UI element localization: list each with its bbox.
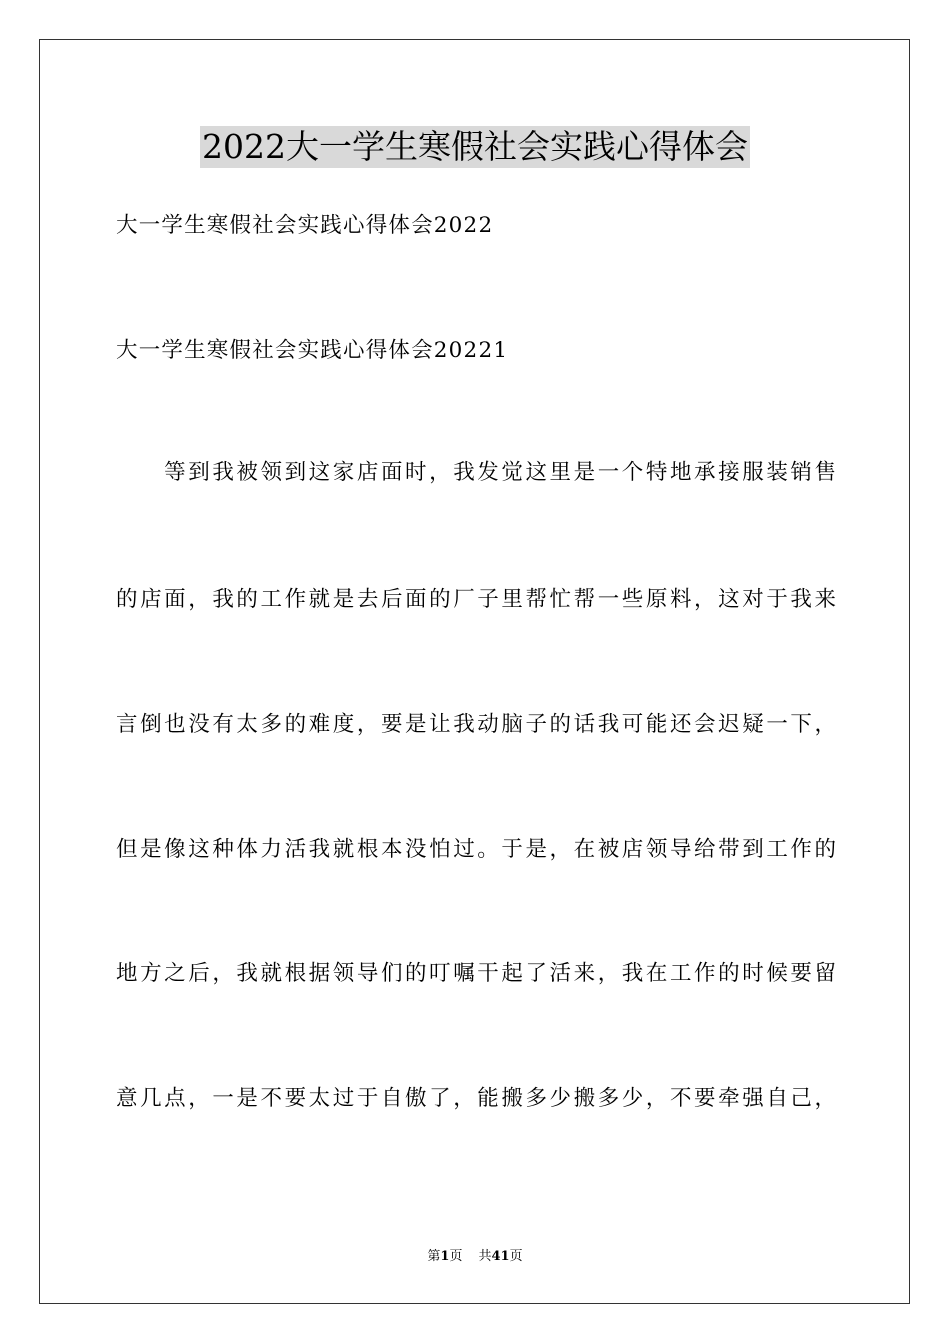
document-title: 2022大一学生寒假社会实践心得体会 (202, 127, 748, 166)
body-line-3: 言倒也没有太多的难度，要是让我动脑子的话我可能还会迟疑一下， (116, 712, 836, 737)
page-footer (0, 1248, 950, 1266)
body-line-1: 等到我被领到这家店面时，我发觉这里是一个特地承接服装销售 (116, 460, 836, 485)
current-page-number: 1 (440, 1249, 450, 1264)
body-line-5: 地方之后，我就根据领导们的叮嘱干起了活来，我在工作的时候要留 (116, 961, 836, 986)
total-prefix: 共 (478, 1249, 492, 1264)
body-line-4: 但是像这种体力活我就根本没怕过。于是，在被店领导给带到工作的 (116, 837, 836, 862)
section-heading: 大一学生寒假社会实践心得体会20221 (116, 338, 509, 363)
subtitle-line: 大一学生寒假社会实践心得体会2022 (116, 213, 494, 238)
body-line-6: 意几点，一是不要太过于自傲了，能搬多少搬多少，不要牵强自己， (116, 1086, 836, 1111)
title-container (0, 126, 950, 168)
total-suffix: 页 (509, 1249, 523, 1264)
page-suffix: 页 (449, 1249, 463, 1264)
total-page-count: 41 (491, 1249, 510, 1264)
page-prefix: 第 (427, 1249, 441, 1264)
body-line-2: 的店面，我的工作就是去后面的厂子里帮忙帮一些原料，这对于我来 (116, 587, 836, 612)
